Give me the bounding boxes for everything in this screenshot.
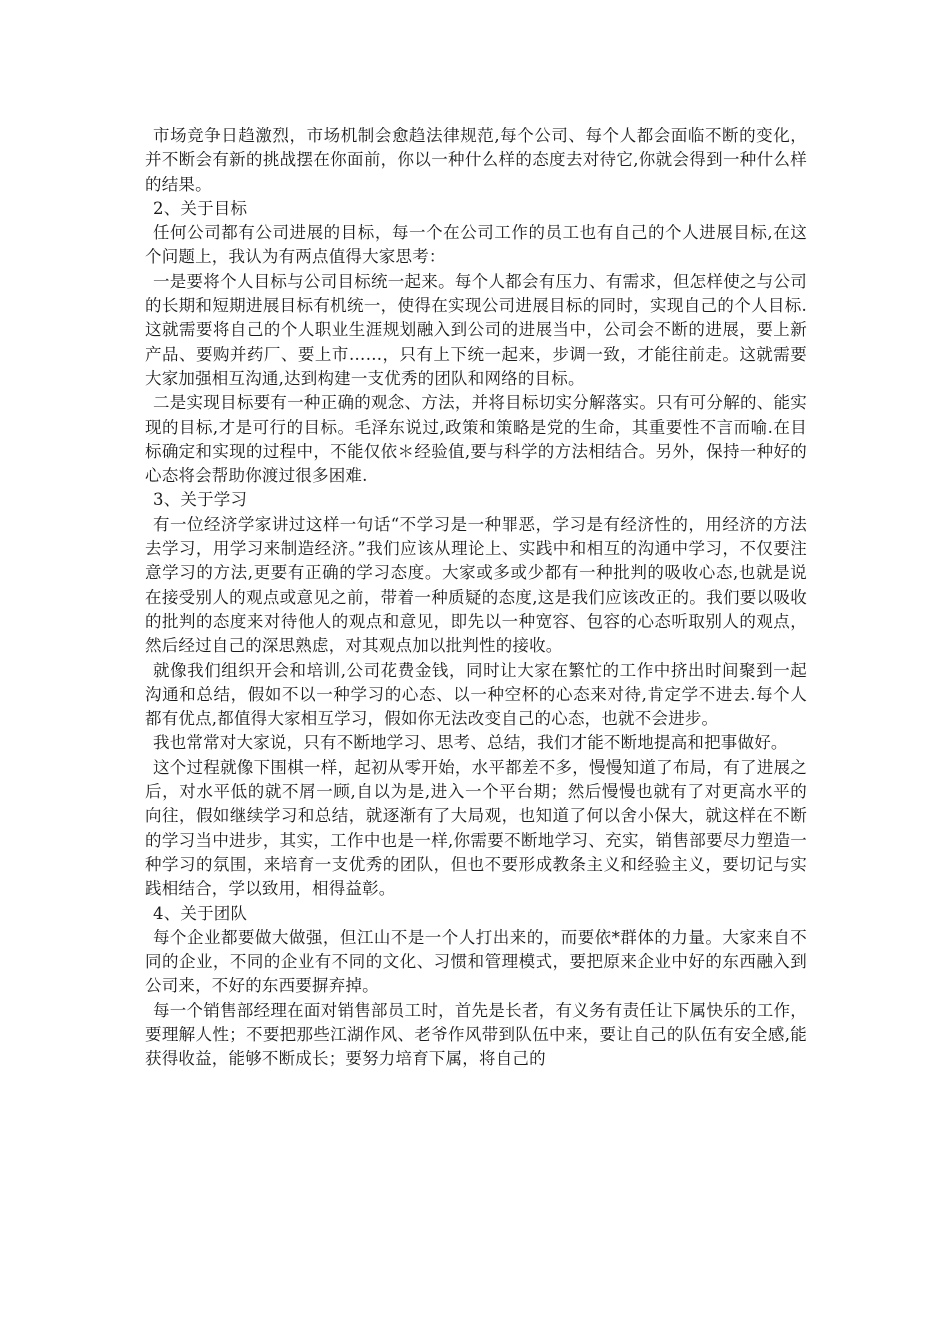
paragraph: 二是实现目标要有一种正确的观念、方法，并将目标切实分解落实。只有可分解的、能实现的目标,才是可行的目标。毛泽东说过,政策和策略是党的生命，其重要性不言而喻.在目标确定和实现的过程中，不能仅依＊经验值,要与科学的方法相结合。另外，保持一种好的心态将会帮助你渡过很多困难. — [145, 393, 807, 486]
paragraph: 这个过程就像下围棋一样，起初从零开始，水平都差不多，慢慢知道了布局，有了进展之后，对水平低的就不屑一顾,自以为是,进入一个平台期；然后慢慢也就有了对更高水平的向往，假如继续学习和总结，就逐渐有了大局观，也知道了何以舍小保大，就这样在不断的学习当中进步，其实，工作中也是一样,你需要不断地学习、充实，销售部要尽力塑造一种学习的氛围，来培育一支优秀的团队，但也不要形成教条主义和经验主义，要切记与实践相结合，学以致用，相得益彰。 — [145, 757, 807, 899]
paragraph: 就像我们组织开会和培训,公司花费金钱，同时让大家在繁忙的工作中挤出时间聚到一起沟通和总结，假如不以一种学习的心态、以一种空杯的心态来对待,肯定学不进去.每个人都有优点,都值得大家相互学习，假如你无法改变自己的心态，也就不会进步。 — [145, 660, 807, 729]
section-heading-goals: 2、关于目标 — [153, 198, 248, 218]
paragraph: 我也常常对大家说，只有不断地学习、思考、总结，我们才能不断地提高和把事做好。 — [153, 733, 788, 753]
paragraph: 每个企业都要做大做强，但江山不是一个人打出来的，而要依*群体的力量。大家来自不同的企业，不同的企业有不同的文化、习惯和管理模式，要把原来企业中好的东西融入到公司来，不好的东西要摒弃掉。 — [145, 927, 807, 996]
document-body — [145, 124, 807, 1072]
paragraph: 市场竞争日趋激烈，市场机制会愈趋法律规范,每个公司、每个人都会面临不断的变化，并不断会有新的挑战摆在你面前，你以一种什么样的态度去对待它,你就会得到一种什么样的结果。 — [145, 126, 807, 194]
paragraph: 任何公司都有公司进展的目标，每一个在公司工作的员工也有自己的个人进展目标,在这个问题上，我认为有两点值得大家思考： — [145, 223, 807, 267]
section-heading-learning: 3、关于学习 — [153, 490, 248, 510]
paragraph: 一是要将个人目标与公司目标统一起来。每个人都会有压力、有需求，但怎样使之与公司的长期和短期进展目标有机统一，使得在实现公司进展目标的同时，实现自己的个人目标.这就需要将自己的个人职业生涯规划融入到公司的进展当中，公司会不断的进展，要上新产品、要购并药厂、要上市……，只有上下统一起来，步调一致，才能往前走。这就需要大家加强相互沟通,达到构建一支优秀的团队和网络的目标。 — [145, 271, 807, 388]
paragraph: 有一位经济学家讲过这样一句话“不学习是一种罪恶，学习是有经济性的，用经济的方法去学习，用学习来制造经济。”我们应该从理论上、实践中和相互的沟通中学习，不仅要注意学习的方法,更要有正确的学习态度。大家或多或少都有一种批判的吸收心态,也就是说在接受别人的观点或意见之前，带着一种质疑的态度,这是我们应该改正的。我们要以吸收的批判的态度来对待他人的观点和意见，即先以一种宽容、包容的心态听取别人的观点，然后经过自己的深思熟虑，对其观点加以批判性的接收。 — [145, 514, 807, 656]
section-heading-team: 4、关于团队 — [153, 903, 248, 923]
paragraph: 每一个销售部经理在面对销售部员工时，首先是长者，有义务有责任让下属快乐的工作，要理解人性；不要把那些江湖作风、老爷作风带到队伍中来，要让自己的队伍有安全感,能获得收益，能够不断成长；要努力培育下属，将自己的 — [145, 1000, 807, 1069]
